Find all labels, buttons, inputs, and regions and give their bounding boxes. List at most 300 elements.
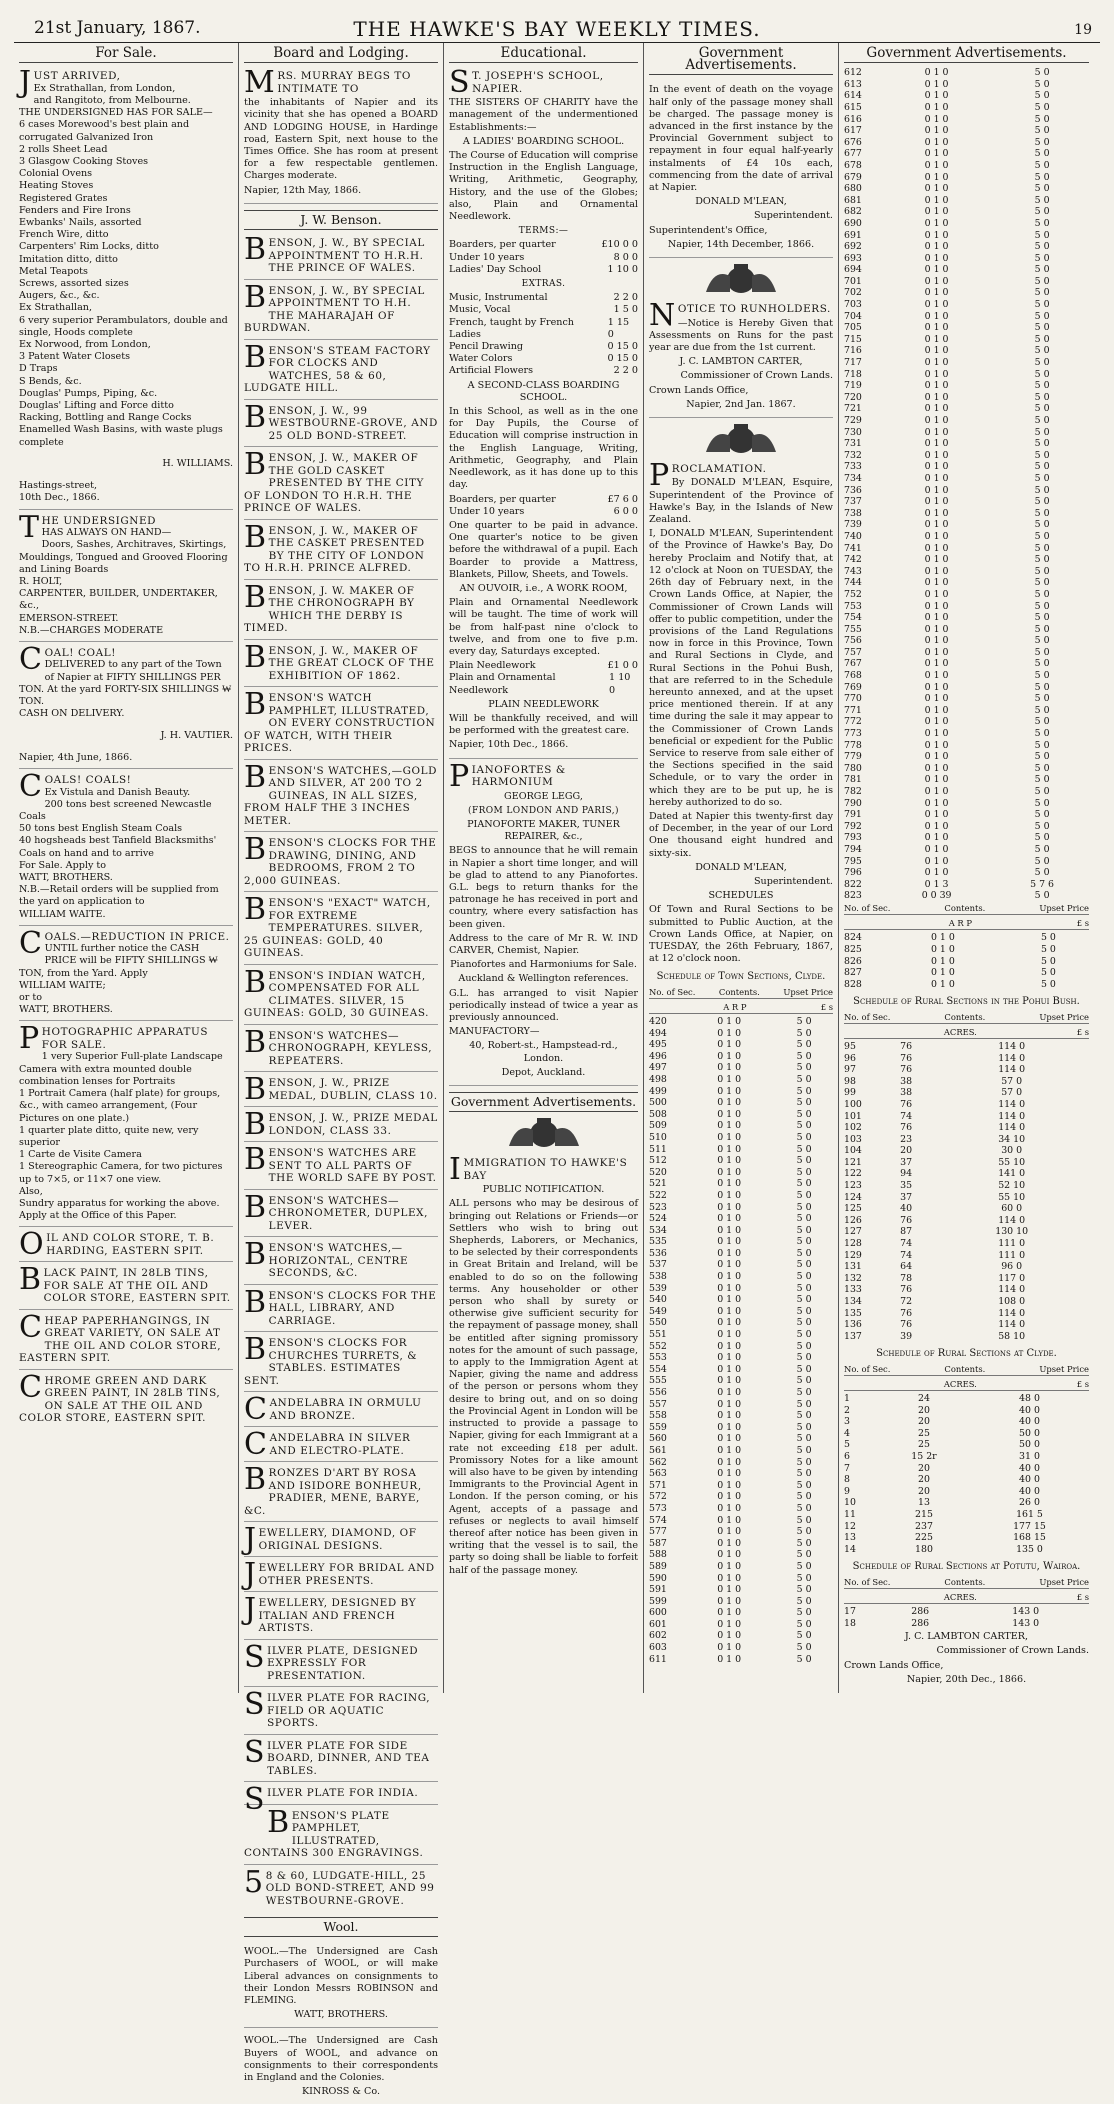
- benson-ad: [244, 689, 438, 760]
- table-row: [844, 1284, 1089, 1296]
- for-sale-ad: [19, 67, 233, 509]
- ad-footer: 10th Dec., 1866.: [19, 492, 100, 504]
- section-area: 0 1 0: [717, 1468, 742, 1480]
- column-heading: Government Advertisements.: [844, 43, 1089, 63]
- ad-line: Registered Grates: [19, 192, 108, 204]
- section-acres: 74: [900, 1249, 913, 1261]
- table-row: [844, 1087, 1089, 1099]
- section-number: 690: [844, 217, 862, 229]
- section-acres: 38: [900, 1075, 913, 1087]
- section-price: 5 0: [1034, 635, 1050, 647]
- section-number: 613: [844, 78, 862, 90]
- header-cell: Contents.: [944, 902, 986, 913]
- ad-title: SILVER PLATE FOR INDIA.: [244, 1782, 419, 1818]
- benson-ad: [244, 1464, 438, 1522]
- section-number: 769: [844, 681, 862, 693]
- benson-heading: J. W. Benson.: [244, 210, 438, 230]
- ad-text: Dated at Napier this twenty-first day of December, in the year of our Lord One thousand eight hundred and sixty-six.: [649, 810, 833, 859]
- section-acres: 76: [900, 1214, 913, 1226]
- royal-crest-icon: [696, 262, 786, 296]
- section-acres: 20: [918, 1416, 930, 1428]
- table-row: [844, 461, 1089, 473]
- ad-line: Douglas' Lifting and Force ditto: [19, 399, 174, 411]
- ad-line: Doors, Sashes, Architraves, Skirtings, Mouldings, Tongued and Grooved Flooring and Lining Boards: [19, 539, 228, 575]
- benson-ad: [244, 449, 438, 520]
- section-acres: 13: [918, 1497, 930, 1509]
- section-price: 5 0: [796, 1456, 812, 1468]
- section-number: 18: [844, 1617, 856, 1629]
- section-number: 538: [649, 1271, 667, 1283]
- section-area: 0 1 0: [924, 101, 949, 113]
- section-number: 509: [649, 1120, 667, 1132]
- section-area: 0 1 0: [717, 1282, 742, 1294]
- ad-text: One quarter to be paid in advance. One quarter's notice to be given before the withdrawal of a pupil. Each Boarder to provide a Mattress, Blankets, Pillow, Sheets, and Towels.: [449, 519, 638, 580]
- ad-line: Colonial Ovens: [19, 168, 93, 180]
- section-number: 677: [844, 148, 862, 160]
- section-area: 0 1 0: [717, 1062, 742, 1074]
- table-row: [844, 1296, 1089, 1308]
- ad-title: JEWELLERY, DIAMOND, OF ORIGINAL DESIGNS.: [244, 1522, 417, 1558]
- ad-text: 40, Robert-st., Hampstead-rd., London.: [469, 1040, 618, 1064]
- section-acres: 286: [911, 1617, 930, 1629]
- section-price: 5 0: [796, 1410, 812, 1422]
- table-row: [844, 1405, 1089, 1417]
- table-row: [649, 1317, 833, 1329]
- ad-line: N.B.—Retail orders will be supplied from the yard on application to: [19, 884, 219, 908]
- table-row: [844, 1250, 1089, 1262]
- section-acres: 37: [900, 1156, 913, 1168]
- table-row: [844, 1521, 1089, 1533]
- fee-value: 2 2 0: [613, 292, 638, 304]
- section-price: 5 0: [796, 1491, 812, 1503]
- section-price: 5 0: [796, 1630, 812, 1642]
- section-number: 510: [649, 1131, 667, 1143]
- section-number: 8: [844, 1474, 850, 1486]
- section-acres: 38: [900, 1087, 913, 1099]
- ad-line: or to: [19, 992, 43, 1004]
- section-price: 114 0: [998, 1319, 1026, 1331]
- column-educational: [444, 43, 644, 1693]
- ad-title: BLACK PAINT, IN 28LB TINS, FOR SALE AT THE OIL AND COLOR STORE, EASTERN SPIT.: [19, 1262, 231, 1305]
- section-number: 96: [844, 1052, 856, 1064]
- section-price: 5 0: [1034, 693, 1050, 705]
- section-number: 795: [844, 855, 862, 867]
- section-number: 753: [844, 600, 862, 612]
- section-price: 111 0: [998, 1238, 1026, 1250]
- header-cell: No. of Sec.: [844, 1011, 891, 1022]
- table-row: [844, 1618, 1089, 1630]
- section-area: 0 1 0: [924, 449, 949, 461]
- section-area: 0 1 0: [924, 461, 949, 473]
- section-number: 131: [844, 1261, 862, 1273]
- fee-value: 1 15 0: [607, 316, 630, 340]
- ad-signature: KINROSS & Co.: [301, 2086, 381, 2098]
- ad-text: Address to the care of Mr R. W. IND CARVER, Chemist, Napier.: [449, 932, 638, 956]
- section-area: 0 1 0: [924, 588, 949, 600]
- ad-title: SILVER PLATE FOR RACING, FIELD OR AQUATIC SPORTS.: [244, 1687, 431, 1730]
- issue-date: 21st January, 1867.: [34, 18, 201, 38]
- section-number: 121: [844, 1156, 862, 1168]
- ad-title: BENSON'S PLATE PAMPHLET, ILLUSTRATED, CONTAINS 300 ENGRAVINGS.: [244, 1804, 424, 1860]
- table-row: [844, 125, 1089, 137]
- section-number: 591: [649, 1584, 667, 1596]
- table-row: [844, 485, 1089, 497]
- section-area: 0 1 0: [924, 183, 949, 195]
- benson-ad: [244, 1109, 438, 1142]
- ad-line: 3 Glasgow Cooking Stoves: [19, 155, 149, 167]
- benson-ad: [244, 1074, 438, 1107]
- section-area: 0 1 0: [924, 380, 949, 392]
- table-row: [649, 1283, 833, 1295]
- ad-line: 1 Carte de Visite Camera: [19, 1149, 142, 1161]
- ad-line: Heating Stoves: [19, 180, 94, 192]
- section-area: 0 1 0: [924, 426, 949, 438]
- fee-row: [449, 239, 638, 251]
- section-price: 5 0: [1034, 217, 1050, 229]
- fee-label: Pencil Drawing: [449, 341, 524, 353]
- section-price: 40 0: [1019, 1474, 1040, 1486]
- table-row: [844, 519, 1089, 531]
- section-price: 5 0: [1034, 728, 1050, 740]
- section-price: 5 0: [1040, 978, 1056, 990]
- section-area: 0 1 0: [924, 577, 949, 589]
- table-row: [844, 979, 1089, 991]
- fee-label: Under 10 years: [449, 251, 525, 263]
- section-price: 58 10: [998, 1330, 1026, 1342]
- section-price: 5 0: [796, 1468, 812, 1480]
- fee-row: [449, 264, 638, 276]
- extras-label: EXTRAS.: [521, 279, 566, 290]
- ad-title: BENSON, J. W. MAKER OF THE CHRONOGRAPH BY WHICH THE DERBY IS TIMED.: [244, 579, 415, 635]
- table-row: [844, 1076, 1089, 1088]
- section-number: 103: [844, 1133, 862, 1145]
- ad-footer: Crown Lands Office,: [844, 1659, 944, 1671]
- header-cell: No. of Sec.: [844, 1363, 891, 1374]
- section-price: 5 0: [1034, 577, 1050, 589]
- ad-title: BENSON'S WATCHES,—HORIZONTAL, CENTRE SECONDS, &C.: [244, 1237, 409, 1280]
- table-row: [844, 624, 1089, 636]
- section-area: 0 1 0: [717, 1537, 742, 1549]
- section-price: 40 0: [1019, 1404, 1040, 1416]
- government-heading: Government Advertisements.: [449, 1092, 638, 1112]
- section-area: 0 1 0: [924, 472, 949, 484]
- section-number: 692: [844, 241, 862, 253]
- section-number: 612: [844, 67, 862, 79]
- section-number: 127: [844, 1226, 862, 1238]
- section-number: 4: [844, 1427, 850, 1439]
- table-row: [844, 566, 1089, 578]
- unit-cell: A R P: [948, 918, 973, 929]
- section-price: 57 0: [1001, 1087, 1023, 1099]
- table-row: [649, 1109, 833, 1121]
- table-row: [844, 508, 1089, 520]
- section-price: 114 0: [998, 1098, 1026, 1110]
- section-number: 693: [844, 252, 862, 264]
- fee-value: 6 0 0: [613, 505, 638, 517]
- section-number: 522: [649, 1189, 667, 1201]
- table-row: [649, 1375, 833, 1387]
- section-price: 143 0: [1012, 1605, 1040, 1617]
- immigration-ad: [449, 1154, 638, 1583]
- for-sale-ad: [19, 641, 233, 769]
- section-area: 0 1 0: [930, 955, 955, 967]
- section-price: 5 0: [1034, 125, 1050, 137]
- table-row: [649, 1364, 833, 1376]
- section-price: 5 0: [796, 1224, 812, 1236]
- section-acres: 39: [900, 1330, 913, 1342]
- ad-role: Superintendent.: [753, 210, 833, 222]
- table-row: [649, 1654, 833, 1666]
- benson-ad: [244, 1559, 438, 1592]
- section-acres: 180: [915, 1543, 933, 1555]
- section-price: 5 0: [1034, 90, 1050, 102]
- column-heading: For Sale.: [19, 43, 233, 63]
- section-number: 5: [844, 1439, 850, 1451]
- section-acres: 94: [900, 1168, 913, 1180]
- benson-ad: [244, 1394, 438, 1427]
- table-row: [844, 137, 1089, 149]
- section-price: 177 15: [1013, 1520, 1046, 1532]
- benson-ad: [244, 894, 438, 965]
- ad-signature: DONALD M'LEAN,: [695, 196, 787, 208]
- section-number: 9: [844, 1485, 850, 1497]
- fee-label: Music, Vocal: [449, 304, 511, 316]
- section-area: 0 1 0: [717, 1572, 742, 1584]
- table-units: [649, 1001, 833, 1014]
- table-row: [649, 1190, 833, 1202]
- ad-signature: DONALD M'LEAN,: [695, 861, 787, 873]
- section-price: 5 0: [1034, 67, 1050, 79]
- for-sale-ad: [19, 771, 233, 926]
- section-price: 5 0: [1034, 496, 1050, 508]
- section-number: 825: [844, 943, 862, 955]
- section-price: 5 0: [1034, 171, 1050, 183]
- section-area: 0 1 0: [924, 565, 949, 577]
- schedule-title: Schedule of Rural Sections at Clyde.: [876, 1348, 1057, 1360]
- section-number: 125: [844, 1203, 862, 1215]
- section-area: 0 1 0: [924, 507, 949, 519]
- section-price: 5 0: [1034, 843, 1050, 855]
- section-price: 5 0: [796, 1016, 812, 1027]
- ad-footer: Crown Lands Office,: [649, 384, 749, 396]
- table-row: [844, 821, 1089, 833]
- section-price: 5 0: [1034, 681, 1050, 693]
- benson-ad: [244, 1334, 438, 1392]
- section-price: 5 0: [1034, 252, 1050, 264]
- table-row: [649, 1352, 833, 1364]
- ad-role: Commissioner of Crown Lands.: [936, 1645, 1089, 1657]
- section-number: 521: [649, 1178, 667, 1190]
- section-acres: 76: [900, 1052, 913, 1064]
- ad-line: 50 tons best English Steam Coals: [19, 823, 183, 835]
- table-row: [844, 1203, 1089, 1215]
- section-number: 500: [649, 1097, 667, 1109]
- section-price: 5 0: [1034, 704, 1050, 716]
- section-area: 0 1 0: [924, 832, 949, 844]
- table-row: [844, 1064, 1089, 1076]
- column-for-sale: [14, 43, 239, 1693]
- second-terms-table: [449, 494, 638, 518]
- ad-text: By DONALD M'LEAN, Esquire, Superintendent of the Province of Hawke's Bay, in the Islands of New Zealand.: [649, 477, 833, 526]
- town-sections-table-cont: [844, 67, 1089, 902]
- section-number: 736: [844, 484, 862, 496]
- table-row: [649, 1051, 833, 1063]
- table-row: [844, 763, 1089, 775]
- header-cell: Upset Price: [1039, 1011, 1089, 1022]
- section-area: 0 1 0: [924, 786, 949, 798]
- section-price: 114 0: [998, 1214, 1026, 1226]
- fee-label: Boarders, per quarter: [449, 493, 556, 505]
- section-price: 117 0: [998, 1272, 1026, 1284]
- table-row: [844, 299, 1089, 311]
- fee-value: 0 15 0: [607, 353, 638, 365]
- section-price: 5 0: [796, 1236, 812, 1248]
- table-row: [844, 253, 1089, 265]
- section-area: 0 1 0: [924, 496, 949, 508]
- header-cell: Contents.: [718, 986, 760, 997]
- section-number: 539: [649, 1282, 667, 1294]
- section-area: 0 1 0: [924, 217, 949, 229]
- section-number: 678: [844, 159, 862, 171]
- section-area: 0 1 0: [930, 932, 955, 944]
- section-price: 5 0: [1034, 832, 1050, 844]
- section-price: 5 0: [796, 1537, 812, 1549]
- section-number: 104: [844, 1145, 862, 1157]
- section-price: 5 0: [1034, 183, 1050, 195]
- wool-ad: [244, 1941, 438, 2028]
- ad-title: BENSON'S CLOCKS FOR THE HALL, LIBRARY, AND CARRIAGE.: [244, 1284, 437, 1327]
- ad-line: 2 rolls Sheet Lead: [19, 143, 108, 155]
- section-price: 5 0: [796, 1085, 812, 1097]
- section-price: 141 0: [998, 1168, 1026, 1180]
- section-number: 587: [649, 1537, 667, 1549]
- ad-line: R. HOLT,: [19, 575, 63, 587]
- table-row: [844, 276, 1089, 288]
- table-row: [649, 1607, 833, 1619]
- table-row: [844, 956, 1089, 968]
- section-price: 5 0: [1034, 333, 1050, 345]
- section-price: 5 0: [796, 1178, 812, 1190]
- table-row: [649, 1132, 833, 1144]
- section-number: 555: [649, 1375, 667, 1387]
- section-acres: 237: [915, 1520, 933, 1532]
- ad-title: BENSON, J. W., MAKER OF THE CASKET PRESENTED BY THE CITY OF LONDON TO H.R.H. PRINCE ALFRED.: [244, 519, 425, 575]
- section-area: 0 1 0: [717, 1224, 742, 1236]
- section-area: 0 1 0: [717, 1340, 742, 1352]
- section-area: 0 1 0: [924, 542, 949, 554]
- ad-line: DELIVERED to any part of the Town of Napier at FIFTY SHILLINGS PER TON. At the yard FORTY-SIX SHILLINGS ₩ TON.: [19, 659, 232, 708]
- section-number: 17: [844, 1605, 856, 1617]
- section-price: 5 0: [796, 1514, 812, 1526]
- section-number: 511: [649, 1143, 667, 1155]
- section-acres: 37: [900, 1191, 913, 1203]
- for-sale-ad: [19, 1023, 233, 1227]
- ad-title: BENSON, J. W., 99 WESTBOURNE-GROVE, AND 25 OLD BOND-STREET.: [244, 399, 438, 442]
- runholders-notice: [649, 300, 833, 418]
- section-area: 0 1 0: [717, 1502, 742, 1514]
- section-price: 5 0: [1034, 159, 1050, 171]
- table-row: [844, 218, 1089, 230]
- benson-ad: [244, 834, 438, 892]
- ad-footer: Superintendent's Office,: [649, 224, 768, 236]
- benson-ad: [244, 234, 438, 280]
- section-number: 767: [844, 658, 862, 670]
- ad-line: Metal Teapots: [19, 265, 88, 277]
- section-price: 5 0: [1034, 380, 1050, 392]
- benson-ad: [244, 1024, 438, 1073]
- ad-title: THE UNDERSIGNED: [19, 509, 157, 545]
- ad-subtitle: AN OUVOIR, i.e., A WORK ROOM,: [459, 582, 628, 594]
- benson-ad: [244, 399, 438, 448]
- section-area: 0 1 0: [717, 1016, 742, 1027]
- section-price: 5 0: [796, 1166, 812, 1178]
- section-area: 0 1 0: [924, 670, 949, 682]
- section-price: 5 0: [1040, 932, 1056, 944]
- header-cell: No. of Sec.: [649, 986, 696, 997]
- table-row: [649, 1549, 833, 1561]
- table-row: [649, 1341, 833, 1353]
- section-price: 34 10: [998, 1133, 1026, 1145]
- section-area: 0 1 0: [924, 206, 949, 218]
- section-price: 5 0: [796, 1317, 812, 1329]
- section-number: 572: [649, 1491, 667, 1503]
- ad-subtitle: PUBLIC NOTIFICATION.: [482, 1184, 605, 1196]
- section-number: 704: [844, 310, 862, 322]
- table-row: [844, 932, 1089, 944]
- section-acres: 76: [900, 1064, 913, 1076]
- table-header: [649, 986, 833, 999]
- section-number: 779: [844, 751, 862, 763]
- ad-title: JEWELLERY FOR BRIDAL AND OTHER PRESENTS.: [244, 1557, 435, 1593]
- table-row: [844, 1451, 1089, 1463]
- benson-ad: [244, 639, 438, 688]
- ad-line: 40 hogsheads best Tanfield Blacksmiths' Coals on hand and to arrive: [19, 835, 217, 859]
- section-area: 0 1 0: [924, 635, 949, 647]
- benson-ad: [244, 1689, 438, 1735]
- section-area: 0 1 0: [717, 1375, 742, 1387]
- ad-title: BENSON, J. W., MAKER OF THE GREAT CLOCK OF THE EXHIBITION OF 1862.: [244, 639, 435, 682]
- section-area: 0 1 0: [717, 1050, 742, 1062]
- section-area: 0 1 0: [717, 1584, 742, 1596]
- section-price: 57 0: [1001, 1075, 1023, 1087]
- table-row: [649, 1399, 833, 1411]
- section-area: 0 1 0: [717, 1595, 742, 1607]
- section-number: 719: [844, 380, 862, 392]
- table-header: [844, 1363, 1089, 1376]
- table-row: [844, 944, 1089, 956]
- table-row: [649, 1561, 833, 1573]
- benson-ad: [244, 1144, 438, 1190]
- table-row: [844, 601, 1089, 613]
- ad-title: JUST ARRIVED,: [19, 65, 121, 101]
- section-number: 793: [844, 832, 862, 844]
- section-area: 0 1 0: [717, 1410, 742, 1422]
- section-area: 0 1 0: [924, 438, 949, 450]
- section-price: 5 0: [1034, 264, 1050, 276]
- benson-ad: [244, 1189, 438, 1238]
- section-acres: 20: [918, 1404, 930, 1416]
- section-number: 791: [844, 809, 862, 821]
- section-number: 601: [649, 1618, 667, 1630]
- for-sale-ad: [19, 1369, 233, 1429]
- ad-title: 58 & 60, LUDGATE-HILL, 25 OLD BOND-STREET, AND 99 WESTBOURNE-GROVE.: [244, 1864, 435, 1907]
- ad-line: EMERSON-STREET.: [19, 612, 119, 624]
- ad-line: 1 Portrait Camera (half plate) for groups, &c., with cameo arrangement, (Four Pictures on one plate.): [19, 1088, 221, 1124]
- section-price: 111 0: [998, 1249, 1026, 1261]
- section-price: 5 0: [1034, 786, 1050, 798]
- section-price: 5 0: [796, 1039, 812, 1051]
- ad-title: BENSON'S WATCHES ARE SENT TO ALL PARTS OF THE WORLD SAFE BY POST.: [244, 1142, 437, 1185]
